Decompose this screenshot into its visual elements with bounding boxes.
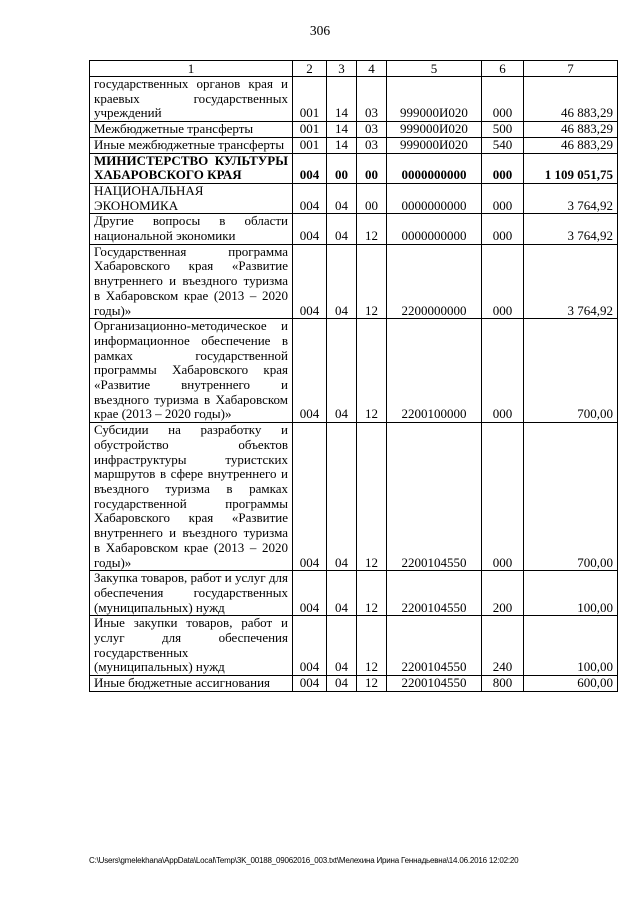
row-amount: 700,00	[524, 423, 618, 571]
row-code-section: 04	[327, 616, 357, 676]
row-amount: 1 109 051,75	[524, 153, 618, 183]
row-code-subsection: 00	[357, 153, 387, 183]
row-code-expense-type: 800	[482, 676, 524, 692]
row-code-target: 0000000000	[387, 214, 482, 244]
row-code-target: 999000И020	[387, 137, 482, 153]
table-row	[90, 616, 618, 676]
row-code-target: 2200104550	[387, 423, 482, 571]
table-row	[90, 423, 618, 571]
budget-table	[89, 60, 618, 692]
row-code-ministry: 004	[293, 244, 327, 319]
row-code-expense-type: 540	[482, 137, 524, 153]
row-code-target: 2200104550	[387, 616, 482, 676]
row-code-ministry: 004	[293, 571, 327, 616]
row-code-section: 04	[327, 183, 357, 213]
column-header: 5	[387, 61, 482, 77]
row-code-ministry: 001	[293, 122, 327, 138]
row-code-target: 2200000000	[387, 244, 482, 319]
row-code-target: 2200104550	[387, 676, 482, 692]
row-code-target: 999000И020	[387, 77, 482, 122]
table-row	[90, 183, 618, 213]
row-code-expense-type: 000	[482, 153, 524, 183]
row-amount: 100,00	[524, 571, 618, 616]
row-amount: 700,00	[524, 319, 618, 423]
row-code-section: 14	[327, 137, 357, 153]
page-number: 306	[309, 23, 331, 38]
row-code-expense-type: 240	[482, 616, 524, 676]
row-amount: 46 883,29	[524, 137, 618, 153]
row-name: Организационно-методическое и информационное обеспечение в рамках государственной программы Хабаровского края «Развитие внутреннего и въездного туризма в Хабаровском крае (2013 – 2020 годы)»	[90, 319, 293, 423]
row-code-subsection: 03	[357, 77, 387, 122]
row-code-subsection: 12	[357, 676, 387, 692]
table-row	[90, 244, 618, 319]
row-code-ministry: 001	[293, 137, 327, 153]
row-code-expense-type: 000	[482, 77, 524, 122]
row-code-target: 0000000000	[387, 153, 482, 183]
row-name: НАЦИОНАЛЬНАЯ ЭКОНОМИКА	[90, 183, 293, 213]
table-row	[90, 137, 618, 153]
row-name: Иные закупки товаров, работ и услуг для обеспечения государственных (муниципальных) нужд	[90, 616, 293, 676]
row-code-expense-type: 000	[482, 319, 524, 423]
row-code-section: 04	[327, 571, 357, 616]
table-row	[90, 214, 618, 244]
row-code-section: 14	[327, 77, 357, 122]
row-name: МИНИСТЕРСТВО КУЛЬТУРЫ ХАБАРОВСКОГО КРАЯ	[90, 153, 293, 183]
row-code-subsection: 00	[357, 183, 387, 213]
table-row	[90, 153, 618, 183]
row-code-expense-type: 000	[482, 423, 524, 571]
row-code-ministry: 004	[293, 183, 327, 213]
column-header: 2	[293, 61, 327, 77]
table-row	[90, 676, 618, 692]
row-code-expense-type: 200	[482, 571, 524, 616]
row-code-subsection: 12	[357, 319, 387, 423]
row-code-subsection: 12	[357, 244, 387, 319]
row-code-subsection: 12	[357, 214, 387, 244]
row-code-target: 999000И020	[387, 122, 482, 138]
row-name: Межбюджетные трансферты	[90, 122, 293, 138]
row-code-subsection: 12	[357, 571, 387, 616]
row-code-section: 04	[327, 423, 357, 571]
row-name: Государственная программа Хабаровского края «Развитие внутреннего и въездного туризма в Хабаровском крае (2013 – 2020 годы)»	[90, 244, 293, 319]
row-name: Иные бюджетные ассигнования	[90, 676, 293, 692]
column-header: 7	[524, 61, 618, 77]
row-amount: 3 764,92	[524, 183, 618, 213]
row-amount: 100,00	[524, 616, 618, 676]
row-name: Субсидии на разработку и обустройство объектов инфраструктуры туристских маршрутов в сфере внутреннего и въездного туризма в рамках государственной программы Хабаровского края «Развитие внутреннего и въездного туризма в Хабаровском крае (2013 – 2020 годы)»	[90, 423, 293, 571]
row-amount: 3 764,92	[524, 244, 618, 319]
row-name: Закупка товаров, работ и услуг для обеспечения государственных (муниципальных) нужд	[90, 571, 293, 616]
row-amount: 46 883,29	[524, 77, 618, 122]
row-code-section: 04	[327, 244, 357, 319]
row-code-ministry: 004	[293, 676, 327, 692]
table-body	[90, 77, 618, 692]
row-code-expense-type: 000	[482, 244, 524, 319]
row-code-ministry: 004	[293, 153, 327, 183]
row-name: Другие вопросы в области национальной экономики	[90, 214, 293, 244]
row-code-expense-type: 000	[482, 183, 524, 213]
table-row	[90, 319, 618, 423]
column-header: 3	[327, 61, 357, 77]
row-code-ministry: 004	[293, 423, 327, 571]
row-code-ministry: 004	[293, 616, 327, 676]
table-row	[90, 571, 618, 616]
row-code-expense-type: 500	[482, 122, 524, 138]
row-code-target: 2200104550	[387, 571, 482, 616]
row-code-section: 04	[327, 214, 357, 244]
row-code-ministry: 004	[293, 319, 327, 423]
column-header: 6	[482, 61, 524, 77]
row-amount: 600,00	[524, 676, 618, 692]
row-code-subsection: 12	[357, 616, 387, 676]
row-amount: 3 764,92	[524, 214, 618, 244]
row-name: государственных органов края и краевых государственных учреждений	[90, 77, 293, 122]
table-row	[90, 122, 618, 138]
row-code-ministry: 001	[293, 77, 327, 122]
row-code-section: 04	[327, 319, 357, 423]
row-code-section: 04	[327, 676, 357, 692]
row-code-section: 14	[327, 122, 357, 138]
row-name: Иные межбюджетные трансферты	[90, 137, 293, 153]
column-header: 1	[90, 61, 293, 77]
row-code-subsection: 03	[357, 122, 387, 138]
row-code-expense-type: 000	[482, 214, 524, 244]
row-code-subsection: 03	[357, 137, 387, 153]
footer-file-path: C:\Users\gmelekhana\AppData\Local\Temp\3K_00188_09062016_003.txt\Мелехина Ирина Геннадьевна\14.06.2016 12:02:20	[89, 856, 519, 865]
row-code-subsection: 12	[357, 423, 387, 571]
row-code-ministry: 004	[293, 214, 327, 244]
table-header-row	[90, 61, 618, 77]
row-code-section: 00	[327, 153, 357, 183]
row-code-target: 2200100000	[387, 319, 482, 423]
column-header: 4	[357, 61, 387, 77]
table-row	[90, 77, 618, 122]
row-amount: 46 883,29	[524, 122, 618, 138]
row-code-target: 0000000000	[387, 183, 482, 213]
